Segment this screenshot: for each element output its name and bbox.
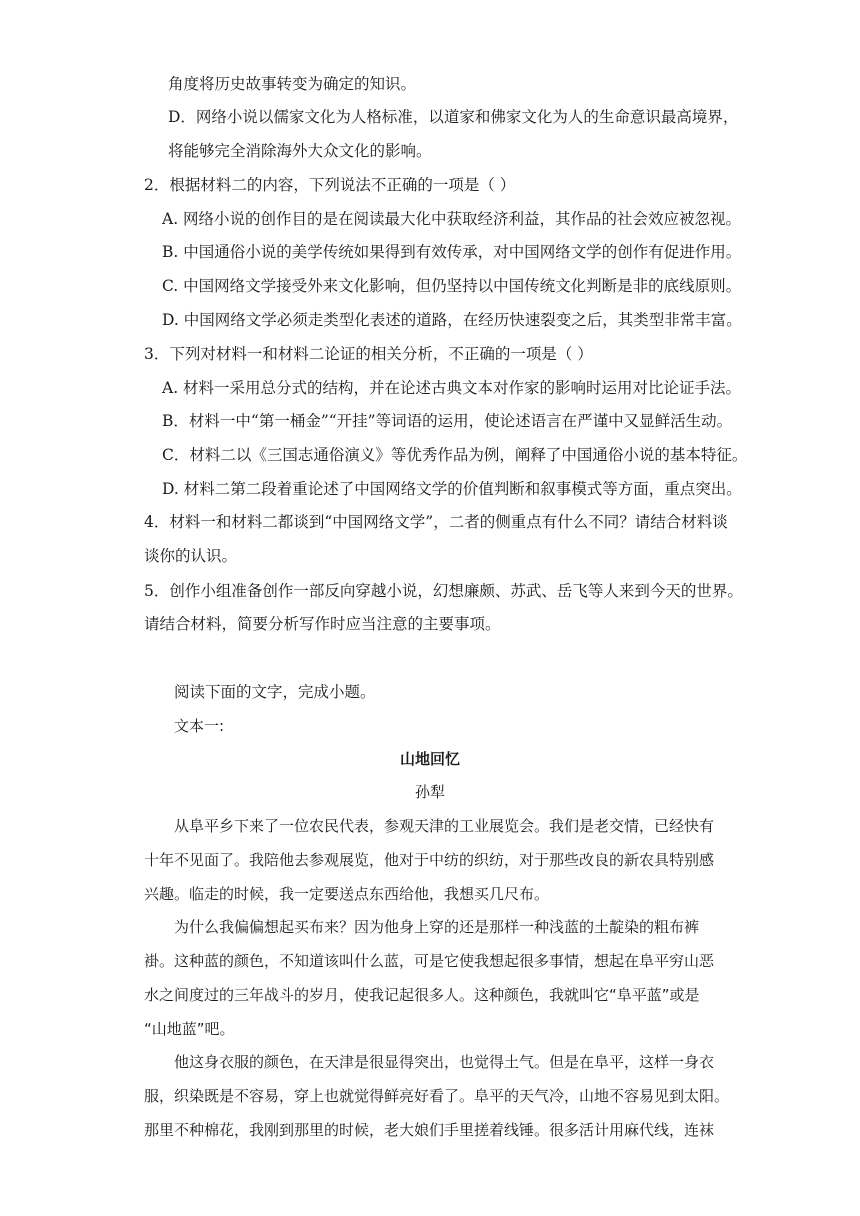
q2-option-b: B. 中国通俗小说的美学传统如果得到有效传承，对中国网络文学的创作有促进作用。 <box>162 243 742 261</box>
passage-title: 山地回忆 <box>399 750 460 768</box>
q1-option-d-line1: D．网络小说以儒家文化为人格标准，以道家和佛家文化为人的生命意识最高境界， <box>168 108 739 126</box>
para3-line2: 服，织染既是不容易，穿上也就觉得鲜亮好看了。阜平的天气冷，山地不容易见到太阳。 <box>144 1087 730 1105</box>
passage-author: 孙犁 <box>414 783 445 801</box>
para1-line1: 从阜平乡下来了一位农民代表，参观天津的工业展览会。我们是老交情，已经快有 <box>174 817 715 835</box>
q1-option-c-continuation: 角度将历史故事转变为确定的知识。 <box>168 75 417 93</box>
q3-stem: 3．下列对材料一和材料二论证的相关分析，不正确的一项是（ ） <box>144 345 593 363</box>
q4-line1: 4．材料一和材料二都谈到“中国网络文学”，二者的侧重点有什么不同？请结合材料谈 <box>144 513 728 531</box>
q2-stem: 2．根据材料二的内容，下列说法不正确的一项是（ ） <box>144 176 516 194</box>
para3-line1: 他这身衣服的颜色，在天津是很显得突出，也觉得土气。但是在阜平，这样一身衣 <box>174 1053 715 1071</box>
para3-line3: 那里不种棉花，我刚到那里的时候，老大娘们手里搓着线锤。很多活计用麻代线，连袜 <box>144 1121 715 1139</box>
q3-option-d: D. 材料二第二段着重论述了中国网络文学的价值判断和叙事模式等方面，重点突出。 <box>162 480 742 498</box>
reading-instruction: 阅读下面的文字，完成小题。 <box>174 683 376 701</box>
q3-option-a: A. 材料一采用总分式的结构，并在论述古典文本对作家的影响时运用对比论证手法。 <box>162 379 742 397</box>
q2-option-a: A. 网络小说的创作目的是在阅读最大化中获取经济利益，其作品的社会效应被忽视。 <box>162 210 742 228</box>
q3-option-b: B．材料一中“第一桶金”“开挂”等词语的运用，使论述语言在严谨中又显鲜活生动。 <box>162 412 733 430</box>
q2-option-d: D. 中国网络文学必须走类型化表述的道路，在经历快速裂变之后，其类型非常丰富。 <box>162 311 742 329</box>
q5-line1: 5．创作小组准备创作一部反向穿越小说，幻想廉颇、苏武、岳飞等人来到今天的世界。 <box>144 582 743 600</box>
q5-line2: 请结合材料，简要分析写作时应当注意的主要事项。 <box>144 615 501 633</box>
q3-option-c: C．材料二以《三国志通俗演义》等优秀作品为例，阐释了中国通俗小说的基本特征。 <box>162 446 748 464</box>
text-label: 文本一: <box>174 717 225 735</box>
q4-line2: 谈你的认识。 <box>144 547 238 565</box>
para2-line2: 褂。这种蓝的颜色，不知道该叫什么蓝，可是它使我想起很多事情，想起在阜平穷山恶 <box>144 952 715 970</box>
para2-line1: 为什么我偏偏想起买布来？因为他身上穿的还是那样一种浅蓝的土靛染的粗布裤 <box>174 918 700 936</box>
q2-option-c: C. 中国网络文学接受外来文化影响，但仍坚持以中国传统文化判断是非的底线原则。 <box>162 277 742 295</box>
para2-line3: 水之间度过的三年战斗的岁月，使我记起很多人。这种颜色，我就叫它“阜平蓝”或是 <box>144 986 700 1004</box>
para1-line3: 兴趣。临走的时候，我一定要送点东西给他，我想买几尺布。 <box>144 885 550 903</box>
para2-line4: “山地蓝”吧。 <box>144 1020 235 1038</box>
q1-option-d-line2: 将能够完全消除海外大众文化的影响。 <box>168 142 432 160</box>
para1-line2: 十年不见面了。我陪他去参观展览，他对于中纺的织纺，对于那些改良的新农具特别感 <box>144 851 715 869</box>
